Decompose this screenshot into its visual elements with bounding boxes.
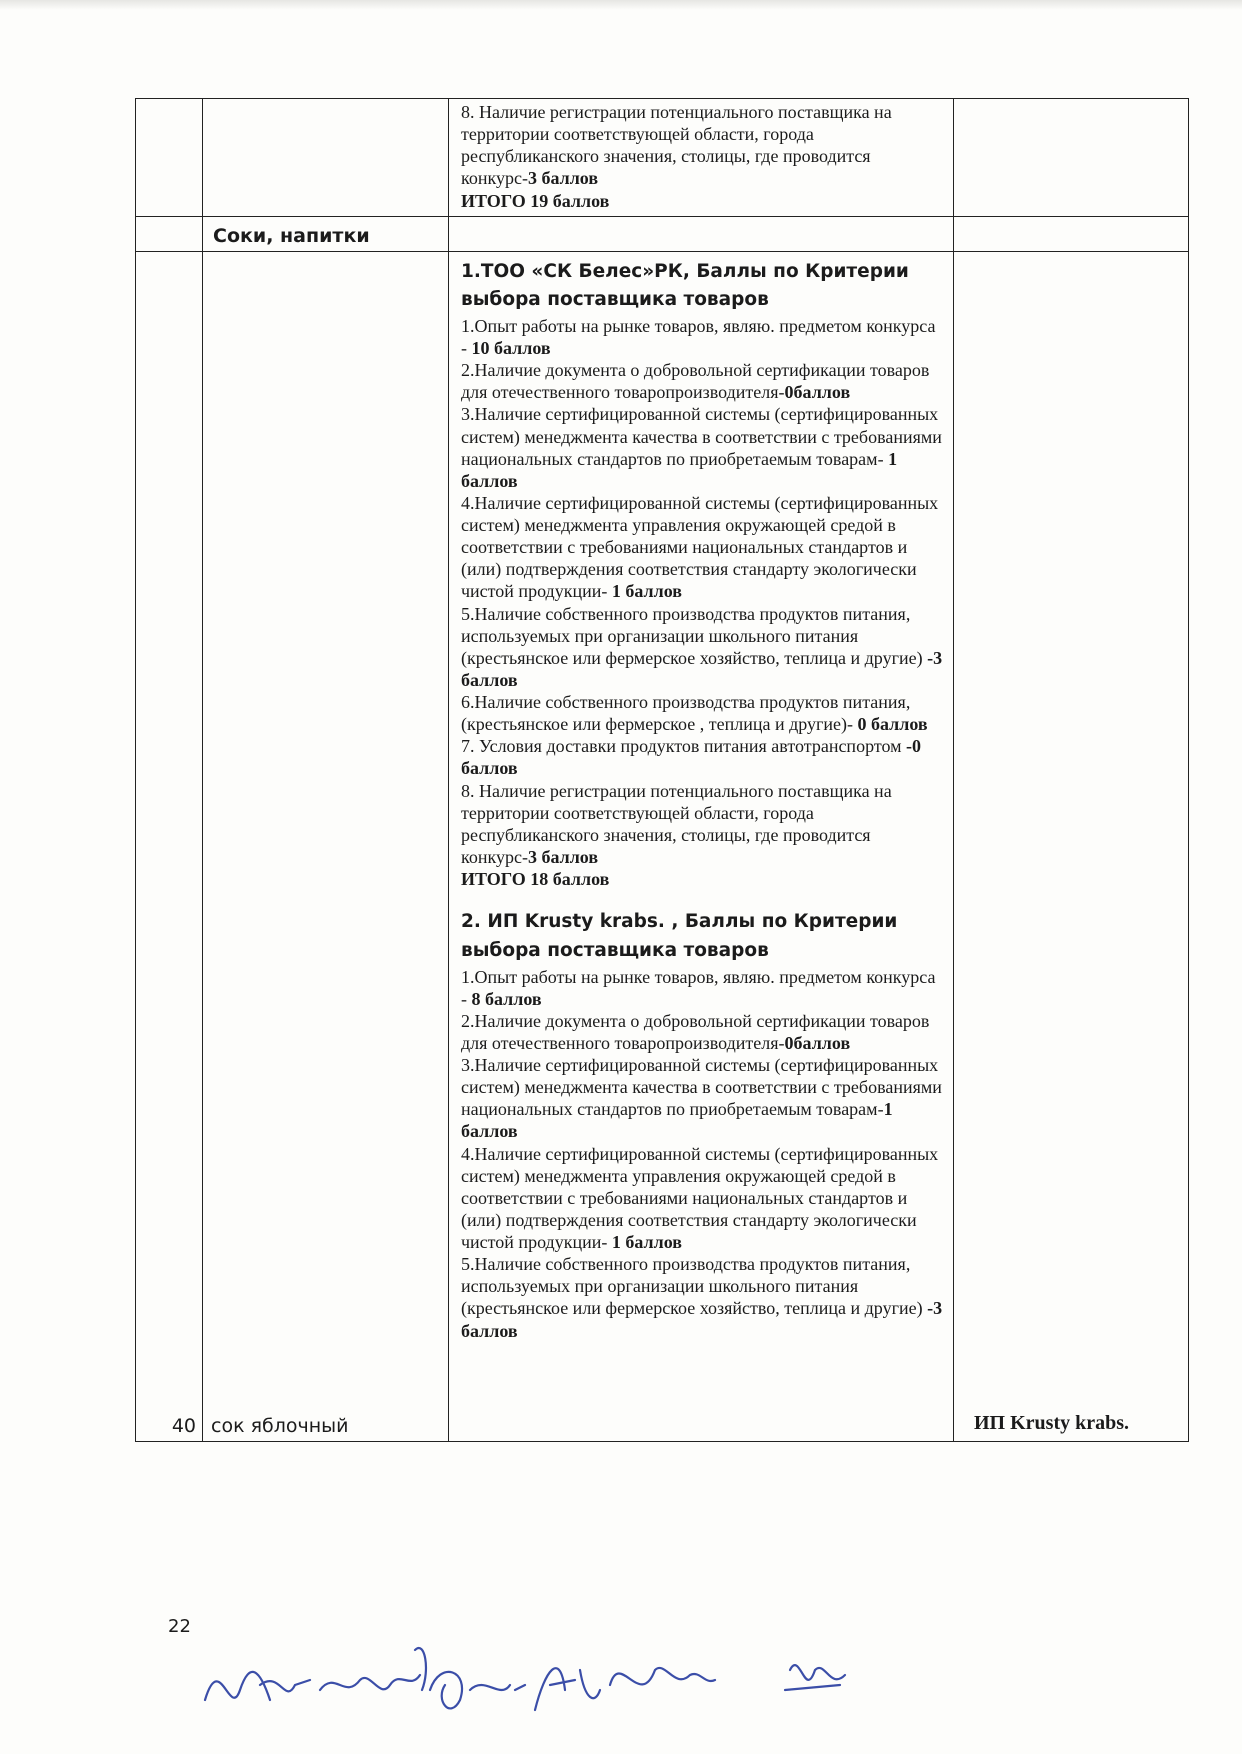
criterion-score: 1 баллов: [461, 448, 898, 491]
signature-4: [535, 1668, 600, 1710]
criterion-item: 6.Наличие собственного производства продуктов питания, (крестьянское или фермерское , теплица и другие)- 0 баллов: [461, 692, 928, 735]
criterion-score: -3 баллов: [461, 647, 943, 690]
criterion-score: 0баллов: [784, 382, 851, 403]
criterion-score: 8 баллов: [471, 988, 542, 1009]
evaluation-table: [135, 98, 1189, 1442]
criterion-item: 2.Наличие документа о добровольной сертификации товаров для отечественного товаропроизводителя-0баллов: [461, 1010, 930, 1053]
winner-name: ИП Krusty krabs.: [974, 1411, 1130, 1434]
section-title: Соки, напитки: [213, 224, 370, 247]
supplier-list: [449, 252, 953, 1346]
criteria-cell: [449, 251, 954, 1441]
number-cell: [136, 99, 203, 217]
criterion-item: 3.Наличие сертифицированной системы (сертифицированных систем) менеджмента качества в соответствии с требованиями национальных стандартов по приобретаемым товарам-1 баллов: [461, 1055, 942, 1142]
criterion-item: 4.Наличие сертифицированной системы (сертифицированных систем) менеджмента управления окружающей средой в соответствии с требованиями национальных стандартов и (или) подтверждения соответствия стандарту экологически чистой продукции- 1 баллов: [461, 492, 939, 602]
criterion-item: 7. Условия доставки продуктов питания автотранспортом -0 баллов: [461, 736, 922, 779]
criterion-item: 8. Наличие регистрации потенциального поставщика на территории соответствующей области, города республиканского значения, столицы, где проводится конкурс-3 баллов: [461, 780, 892, 867]
criterion-score: 3 баллов: [527, 846, 599, 867]
table-row-40: [136, 251, 1189, 1441]
criterion-text: 8. Наличие регистрации потенциального поставщика на территории соответствующей области, города республиканского значения, столицы, где проводится конкурс-3 баллов: [461, 102, 892, 189]
criterion-item: 3.Наличие сертифицированной системы (сертифицированных систем) менеджмента качества в соответствии с требованиями национальных стандартов по приобретаемым товарам- 1 баллов: [461, 404, 942, 491]
total-score: ИТОГО 18 баллов: [461, 869, 610, 890]
signature-3: [430, 1672, 525, 1709]
criterion-score: -0 баллов: [461, 736, 922, 779]
name-cell: [203, 99, 449, 217]
signatures-image: [200, 1630, 960, 1740]
criteria-cell: [449, 99, 954, 217]
criterion-score: -3 баллов: [461, 1298, 943, 1341]
criterion-item: 1.Опыт работы на рынке товаров, являю. предметом конкурса - 8 баллов: [461, 966, 936, 1009]
signature-2: [320, 1648, 426, 1690]
criterion-score: 0 баллов: [857, 714, 928, 735]
winner-cell: [954, 99, 1189, 217]
signature-6: [785, 1665, 845, 1690]
criterion-item: 2.Наличие документа о добровольной сертификации товаров для отечественного товаропроизводителя-0баллов: [461, 360, 930, 403]
section-row: [136, 216, 1189, 251]
product-name: сок яблочный: [211, 1414, 349, 1437]
criterion-item: 5.Наличие собственного производства продуктов питания, используемых при организации школьного питания (крестьянское или фермерское хозяйство, теплица и другие) -3 баллов: [461, 603, 943, 690]
signature-5: [610, 1668, 715, 1685]
criterion-score: 0баллов: [784, 1032, 851, 1053]
total-score: ИТОГО 19 баллов: [461, 190, 610, 211]
criterion-score: 1 баллов: [611, 581, 682, 602]
criterion-score: 1 баллов: [461, 1099, 893, 1142]
criterion-score: 10 баллов: [471, 338, 551, 359]
criterion-item: 1.Опыт работы на рынке товаров, являю. предметом конкурса - 10 баллов: [461, 315, 936, 359]
supplier-header: 2. ИП Krusty krabs. , Баллы по Критерии выбора поставщика товаров: [461, 911, 898, 961]
signature-1: [205, 1672, 310, 1700]
criterion-score: 1 баллов: [611, 1232, 682, 1253]
criterion-item: 5.Наличие собственного производства продуктов питания, используемых при организации школьного питания (крестьянское или фермерское хозяйство, теплица и другие) -3 баллов: [461, 1254, 943, 1341]
row-number: 40: [171, 1414, 196, 1437]
page-number: 22: [168, 1616, 191, 1637]
scan-edge: [0, 0, 1242, 10]
supplier-header: 1.ТОО «СК Белес»РК, Баллы по Критерии выбора поставщика товаров: [461, 260, 909, 311]
criterion-item: 4.Наличие сертифицированной системы (сертифицированных систем) менеджмента управления окружающей средой в соответствии с требованиями национальных стандартов и (или) подтверждения соответствия стандарту экологически чистой продукции- 1 баллов: [461, 1143, 939, 1253]
table-row-continued: [136, 99, 1189, 217]
